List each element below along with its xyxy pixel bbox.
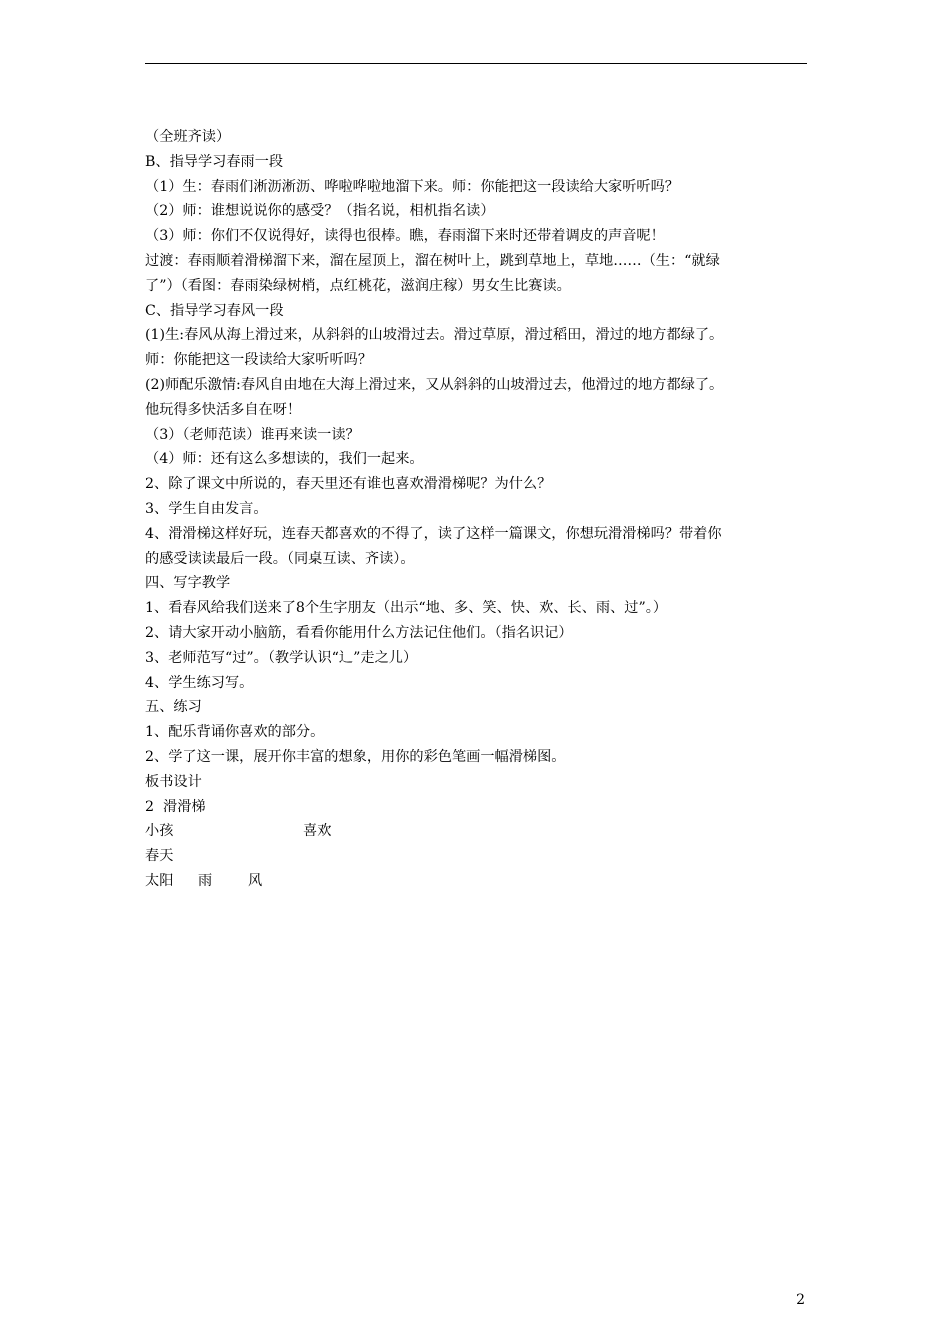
board-cell: 小孩: [145, 823, 174, 840]
text-line: 3、老师范写“过”。（教学认识“辶”走之儿）: [145, 649, 418, 666]
text-line: 4、学生练习写。: [145, 674, 254, 691]
text-line: （4）师：还有这么多想读的，我们一起来。: [145, 451, 424, 468]
document-body: [145, 125, 817, 894]
text-line: 过渡：春雨顺着滑梯溜下来，溜在屋顶上，溜在树叶上，跳到草地上，草地……（生：“就绿: [145, 252, 720, 269]
page-number: 2: [796, 1292, 805, 1308]
text-line: 1、配乐背诵你喜欢的部分。: [145, 724, 325, 741]
text-line: (2)师配乐激情:春风自由地在大海上滑过来，又从斜斜的山坡滑过去，他滑过的地方都绿了。: [145, 376, 724, 393]
text-line: （3）（老师范读）谁再来读一读？: [145, 426, 360, 443]
section-heading: 板书设计: [145, 773, 202, 790]
section-heading: C、指导学习春风一段: [145, 302, 284, 319]
header-rule: [145, 63, 807, 64]
text-line: 4、滑滑梯这样好玩，连春天都喜欢的不得了，读了这样一篇课文，你想玩滑滑梯吗？带着你: [145, 525, 722, 542]
board-cell: 太阳: [145, 872, 174, 889]
text-line: 3、学生自由发言。: [145, 500, 268, 517]
text-line: 2、学了这一课，展开你丰富的想象，用你的彩色笔画一幅滑梯图。: [145, 748, 566, 765]
text-line: 1、看春风给我们送来了8个生字朋友（出示“地、多、笑、快、欢、长、雨、过”。）: [145, 600, 668, 617]
board-cell: 风: [248, 872, 263, 889]
text-line: 他玩得多快活多自在呀！: [145, 401, 302, 418]
board-cell: 春天: [145, 848, 174, 865]
text-line: (1)生:春风从海上滑过来，从斜斜的山坡滑过去。滑过草原，滑过稻田，滑过的地方都绿了。: [145, 327, 724, 344]
text-line: 2、请大家开动小脑筋，看看你能用什么方法记住他们。（指名识记）: [145, 624, 573, 641]
text-line: 师：你能把这一段读给大家听听吗？: [145, 352, 373, 369]
board-cell: 喜欢: [303, 823, 332, 840]
text-line: （2）师：谁想说说你的感受？（指名说，相机指名读）: [145, 203, 495, 220]
board-title: 2 滑滑梯: [145, 798, 206, 815]
text-line: 了”）（看图：春雨染绿树梢，点红桃花，滋润庄稼）男女生比赛读。: [145, 277, 571, 294]
board-cell: 雨: [198, 872, 213, 889]
text-line: （全班齐读）: [145, 129, 231, 145]
text-line: （1）生：春雨们淅沥淅沥、哗啦哗啦地溜下来。师：你能把这一段读给大家听听吗？: [145, 178, 679, 195]
board-row: [145, 844, 817, 869]
section-heading: 五、练习: [145, 699, 202, 716]
text-line: 2、除了课文中所说的，春天里还有谁也喜欢滑滑梯呢？为什么？: [145, 476, 552, 493]
section-heading: 四、写字教学: [145, 575, 231, 592]
text-line: 的感受读读最后一段。（同桌互读、齐读）。: [145, 550, 415, 567]
board-row: [145, 869, 817, 894]
board-row: [145, 819, 817, 844]
text-line: （3）师：你们不仅说得好，读得也很棒。瞧，春雨溜下来时还带着调皮的声音呢！: [145, 228, 665, 245]
section-heading: B、指导学习春雨一段: [145, 153, 284, 170]
